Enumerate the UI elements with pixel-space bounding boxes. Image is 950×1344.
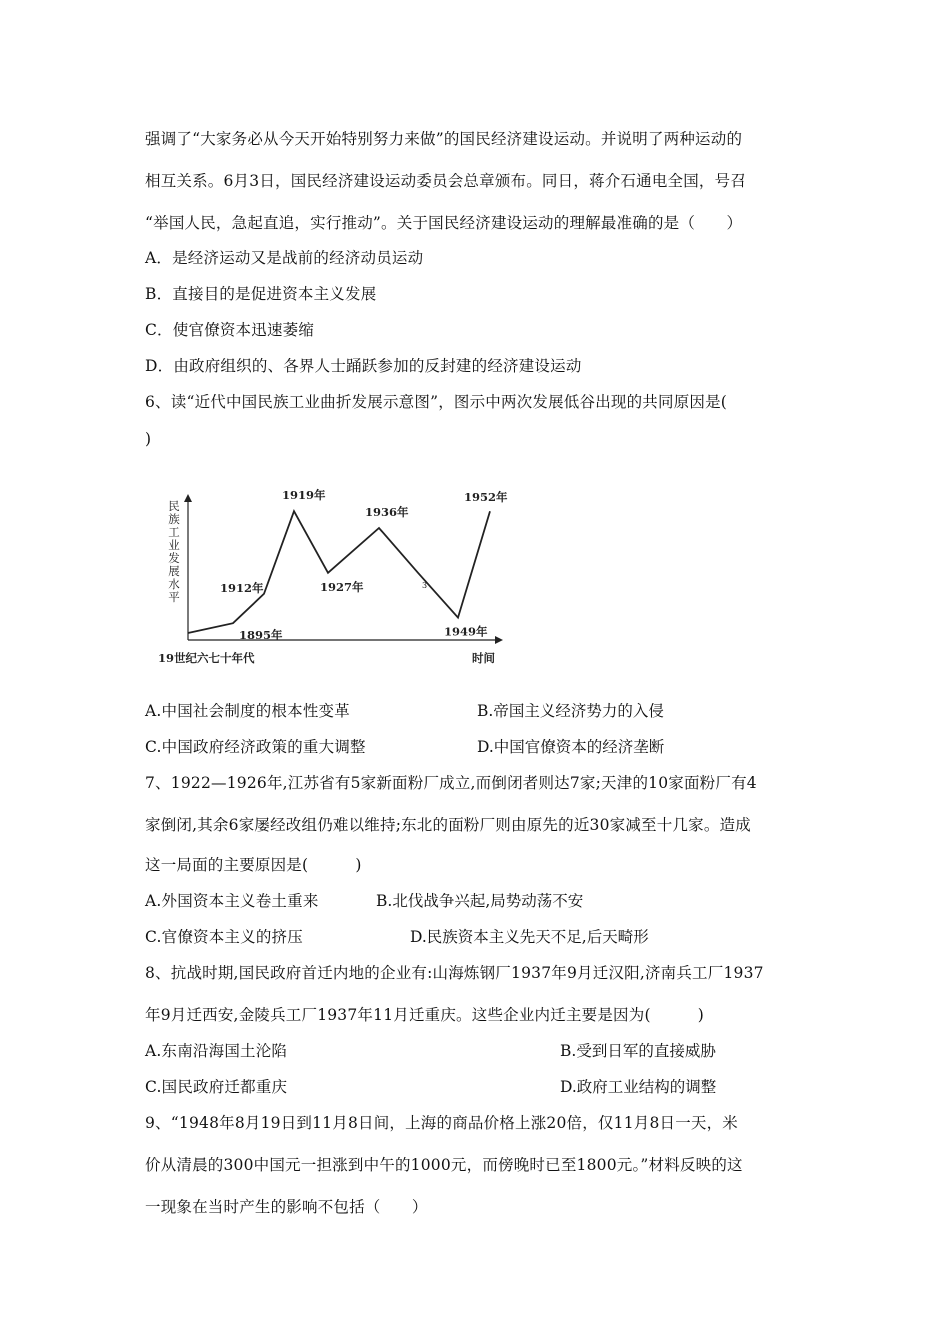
question-7-stem: 家倒闭,其余6家屡经改组仍难以维持;东北的面粉厂则由原先的近30家减至十几家。造成 [145,816,751,834]
question-8-stem: 年9月迁西安,金陵兵工厂1937年11月迁重庆。这些企业内迁主要是因为( ) [145,1006,705,1024]
answer-option-c: C.官僚资本主义的挤压 [145,928,303,946]
answer-option-b: B.帝国主义经济势力的入侵 [477,702,664,720]
x-start-label: 19世纪六七十年代 [158,651,255,665]
answer-option-a: A.外国资本主义卷土重来 [145,892,319,910]
question-9-stem: 9、“1948年8月19日到11月8日间，上海的商品价格上涨20倍，仅11月8日一天，米 [145,1114,739,1132]
series-line [188,511,490,633]
y-axis-arrow [184,494,192,502]
chart-marks [188,488,508,642]
answer-option-a: A.东南沿海国土沦陷 [145,1042,288,1060]
point-label: 1912年 [220,580,264,595]
point-label: 1949年 [444,624,488,639]
answer-option-d: D.政府工业结构的调整 [560,1078,717,1096]
x-axis-label: 时间 [472,651,495,665]
answer-option-c: C.国民政府迁都重庆 [145,1078,288,1096]
y-axis-label-char: 展 [168,564,180,578]
answer-option-d: D.民族资本主义先天不足,后天畸形 [410,928,649,946]
answer-option-b: B．直接目的是促进资本主义发展 [145,285,377,303]
answer-option-b: B.受到日军的直接威胁 [560,1042,716,1060]
answer-option-a: A.中国社会制度的根本性变革 [145,702,350,720]
y-axis-label-char: 水 [168,577,180,591]
answer-option-c: C.中国政府经济政策的重大调整 [145,738,366,756]
point-label: 1952年 [464,490,508,505]
chart-annotation: 3 [422,581,428,590]
y-axis-label-char: 工 [168,525,180,539]
point-label: 1919年 [282,488,326,503]
question-text-line: 相互关系。6月3日，国民经济建设运动委员会总章颁布。同日，蒋介石通电全国，号召 [145,172,747,190]
x-axis-arrow [495,636,503,644]
answer-option-a: A．是经济运动又是战前的经济动员运动 [145,249,424,267]
y-axis-label-char: 民 [168,499,180,513]
question-7-stem: 这一局面的主要原因是( ) [145,856,362,874]
y-axis-label [168,499,180,604]
question-text-line: 强调了“大家务必从今天开始特别努力来做”的国民经济建设运动。并说明了两种运动的 [145,130,743,148]
y-axis-label-char: 发 [168,551,180,565]
question-6-stem-end: ) [145,430,152,448]
y-axis-label-char: 平 [168,590,180,604]
question-9-stem: 一现象在当时产生的影响不包括（ ） [145,1198,428,1216]
answer-option-b: B.北伐战争兴起,局势动荡不安 [376,892,584,910]
question-7-stem: 7、1922—1926年,江苏省有5家新面粉厂成立,而倒闭者则达7家;天津的10家面粉厂有4 [145,774,757,792]
point-label: 1936年 [365,505,409,519]
answer-option-c: C．使官僚资本迅速萎缩 [145,321,315,339]
question-6-stem: 6、读“近代中国民族工业曲折发展示意图”，图示中两次发展低谷出现的共同原因是( [145,393,728,411]
industry-development-chart [150,470,530,675]
point-label: 1927年 [320,579,364,594]
answer-option-d: D．由政府组织的、各界人士踊跃参加的反封建的经济建设运动 [145,357,582,375]
answer-option-d: D.中国官僚资本的经济垄断 [477,738,665,756]
y-axis-label-char: 业 [168,538,180,552]
y-axis-label-char: 族 [168,512,180,526]
point-label: 1895年 [239,628,283,643]
question-8-stem: 8、抗战时期,国民政府首迁内地的企业有:山海炼钢厂1937年9月迁汉阳,济南兵工厂1937 [145,964,764,982]
question-9-stem: 价从清晨的300中国元一担涨到中午的1000元，而傍晚时已至1800元。”材料反映的这 [145,1156,743,1174]
question-text-line: “举国人民，急起直追，实行推动”。关于国民经济建设运动的理解最准确的是（ ） [145,214,743,232]
